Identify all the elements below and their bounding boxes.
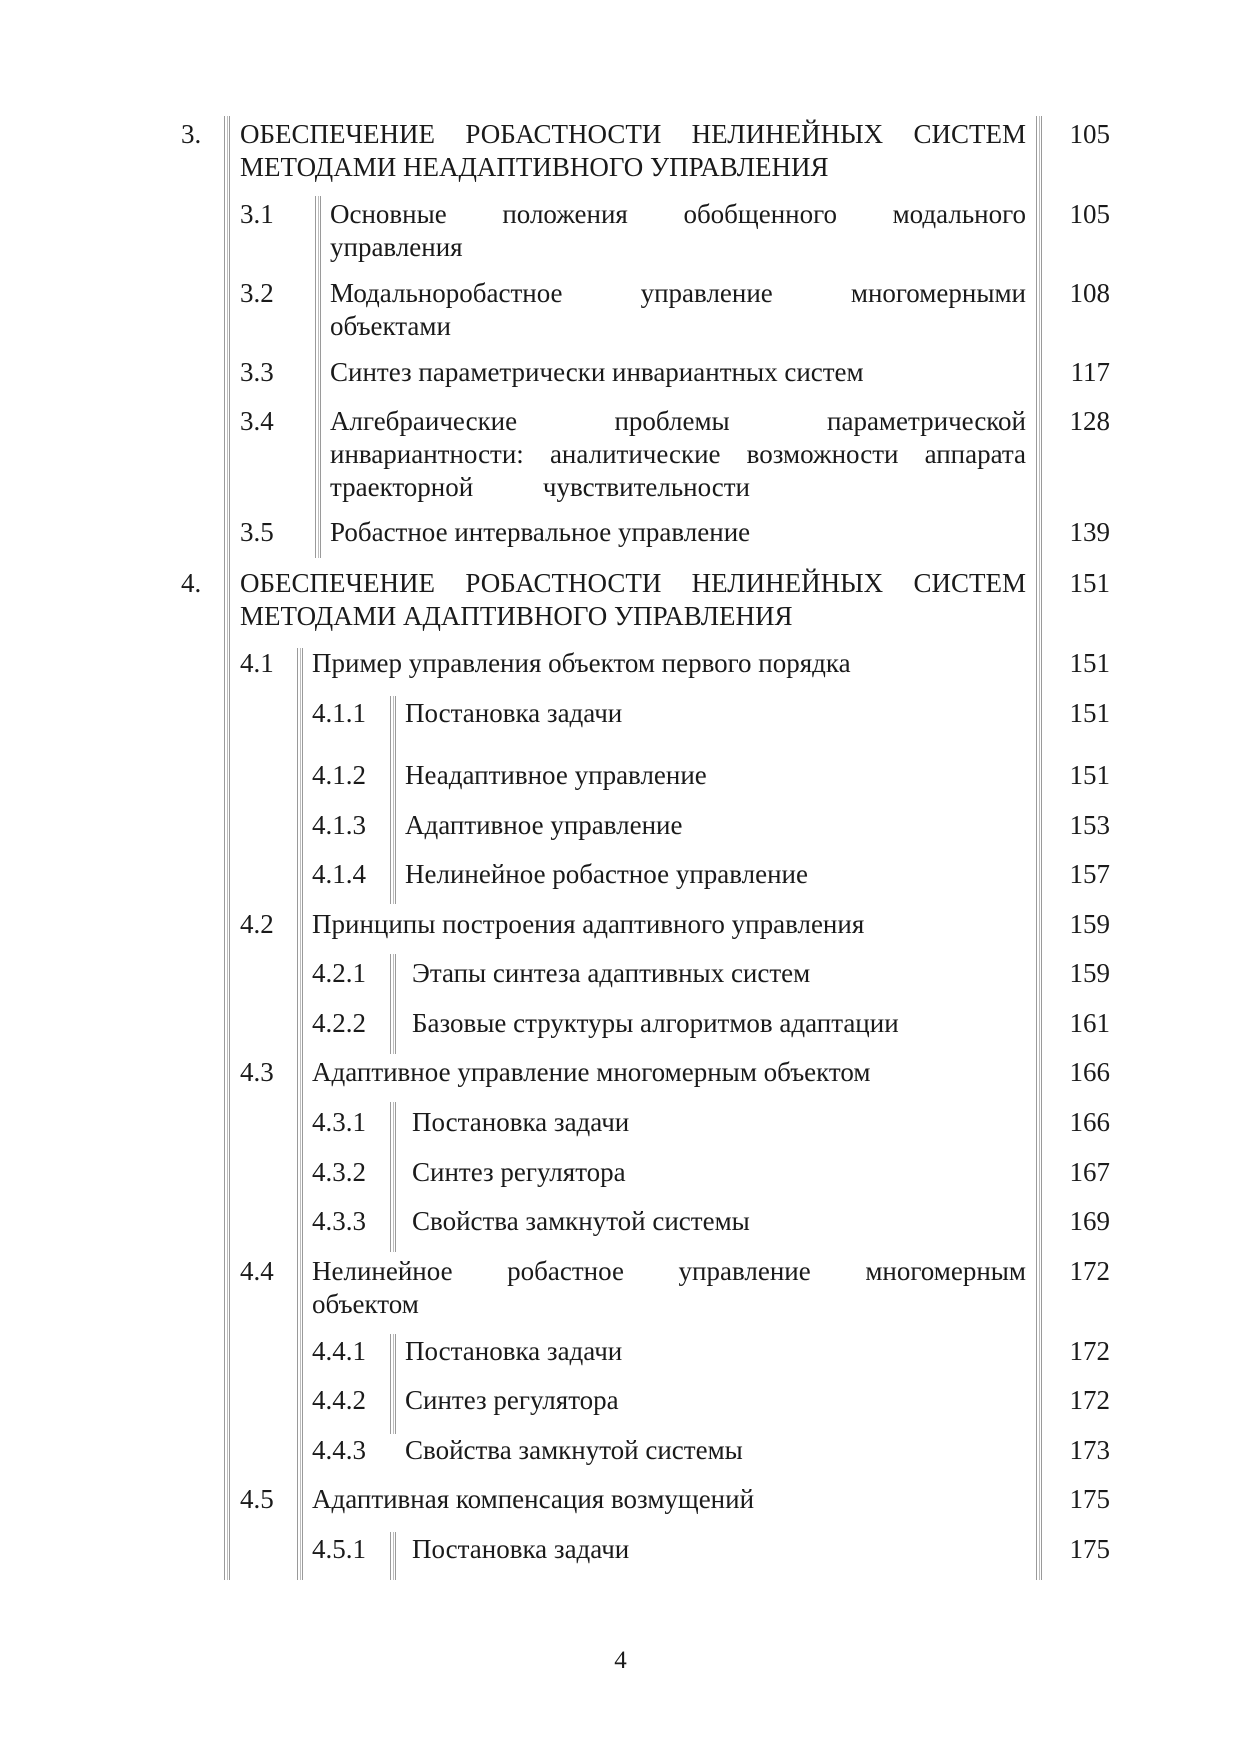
toc-4-1-4-title: Нелинейное робастное управление — [405, 859, 808, 889]
toc-4-2-page: 159 — [1069, 909, 1110, 939]
toc-3-1-page: 105 — [1069, 199, 1110, 229]
toc-4-2-2-number: 4.2.2 — [312, 1008, 366, 1038]
toc-ch3-number: 3. — [181, 119, 202, 149]
toc-4-1-1-title: Постановка задачи — [405, 698, 623, 728]
toc-4-2-2-page: 161 — [1069, 1008, 1110, 1038]
toc-4-3-page: 166 — [1069, 1057, 1110, 1087]
toc-4-4-page: 172 — [1069, 1256, 1110, 1286]
toc-4-5-1-page: 175 — [1069, 1534, 1110, 1564]
toc-4-2-1-number: 4.2.1 — [312, 958, 366, 988]
toc-ch3-page: 105 — [1069, 119, 1110, 149]
toc-4-4-2-page: 172 — [1069, 1385, 1110, 1415]
toc-3-4-title-line2: инвариантности: аналитические возможности аппарата — [330, 439, 1026, 469]
toc-4-1-3-page: 153 — [1069, 810, 1110, 840]
toc-4-2-1-title: Этапы синтеза адаптивных систем — [412, 958, 811, 988]
toc-ch4-title-line2: МЕТОДАМИ АДАПТИВНОГО УПРАВЛЕНИЯ — [240, 601, 793, 631]
rule-4-4-sub — [390, 1334, 396, 1434]
toc-3-3-page: 117 — [1070, 357, 1110, 387]
toc-4-4-1-page: 172 — [1069, 1336, 1110, 1366]
toc-4-1-number: 4.1 — [240, 648, 274, 678]
toc-3-3-number: 3.3 — [240, 357, 274, 387]
toc-4-1-3-number: 4.1.3 — [312, 810, 366, 840]
toc-4-2-1-page: 159 — [1069, 958, 1110, 988]
toc-3-4-title-line3: траекторной чувствительности — [330, 472, 750, 502]
toc-4-4-3-page: 173 — [1069, 1435, 1110, 1465]
toc-4-3-1-title: Постановка задачи — [412, 1107, 630, 1137]
toc-4-5-page: 175 — [1069, 1484, 1110, 1514]
toc-4-1-1-page: 151 — [1069, 698, 1110, 728]
toc-4-4-title-line1: Нелинейное робастное управление многомерным — [312, 1256, 1026, 1286]
toc-4-3-1-page: 166 — [1069, 1107, 1110, 1137]
toc-4-4-2-title: Синтез регулятора — [405, 1385, 619, 1415]
toc-ch4-title-line1: ОБЕСПЕЧЕНИЕ РОБАСТНОСТИ НЕЛИНЕЙНЫХ СИСТЕМ — [240, 568, 1026, 598]
toc-3-1-title-line2: управления — [330, 232, 463, 262]
toc-4-4-3-title: Свойства замкнутой системы — [405, 1435, 743, 1465]
toc-4-4-1-title: Постановка задачи — [405, 1336, 623, 1366]
rule-ch4-section — [297, 648, 303, 1580]
toc-3-2-title-line2: объектами — [330, 311, 451, 341]
toc-4-1-2-number: 4.1.2 — [312, 760, 366, 790]
toc-4-1-1-number: 4.1.1 — [312, 698, 366, 728]
rule-ch3-section — [315, 196, 321, 558]
toc-4-4-2-number: 4.4.2 — [312, 1385, 366, 1415]
toc-ch3-title-line1: ОБЕСПЕЧЕНИЕ РОБАСТНОСТИ НЕЛИНЕЙНЫХ СИСТЕМ — [240, 119, 1026, 149]
toc-3-2-number: 3.2 — [240, 278, 274, 308]
rule-4-3-sub — [390, 1102, 396, 1252]
toc-4-1-4-page: 157 — [1069, 859, 1110, 889]
toc-4-3-title: Адаптивное управление многомерным объектом — [312, 1057, 871, 1087]
toc-4-3-3-number: 4.3.3 — [312, 1206, 366, 1236]
toc-4-1-2-page: 151 — [1069, 760, 1110, 790]
toc-3-5-number: 3.5 — [240, 517, 274, 547]
toc-3-5-title: Робастное интервальное управление — [330, 517, 751, 547]
toc-4-3-2-number: 4.3.2 — [312, 1157, 366, 1187]
toc-4-2-2-title: Базовые структуры алгоритмов адаптации — [412, 1008, 899, 1038]
toc-4-5-number: 4.5 — [240, 1484, 274, 1514]
toc-ch3-title-line2: МЕТОДАМИ НЕАДАПТИВНОГО УПРАВЛЕНИЯ — [240, 152, 829, 182]
toc-4-3-3-title: Свойства замкнутой системы — [412, 1206, 750, 1236]
toc-4-3-2-title: Синтез регулятора — [412, 1157, 626, 1187]
toc-4-5-1-title: Постановка задачи — [412, 1534, 630, 1564]
toc-4-1-3-title: Адаптивное управление — [405, 810, 683, 840]
rule-4-2-sub — [390, 954, 396, 1054]
toc-4-1-title: Пример управления объектом первого порядка — [312, 648, 851, 678]
toc-4-4-3-number: 4.4.3 — [312, 1435, 366, 1465]
toc-4-1-page: 151 — [1069, 648, 1110, 678]
toc-4-4-number: 4.4 — [240, 1256, 274, 1286]
toc-3-5-page: 139 — [1069, 517, 1110, 547]
toc-4-1-4-number: 4.1.4 — [312, 859, 366, 889]
toc-4-3-1-number: 4.3.1 — [312, 1107, 366, 1137]
toc-4-3-2-page: 167 — [1069, 1157, 1110, 1187]
toc-3-3-title: Синтез параметрически инвариантных систем — [330, 357, 864, 387]
toc-4-2-title: Принципы построения адаптивного управления — [312, 909, 865, 939]
toc-3-4-number: 3.4 — [240, 406, 274, 436]
toc-4-4-1-number: 4.4.1 — [312, 1336, 366, 1366]
toc-ch4-number: 4. — [181, 568, 202, 598]
page-number: 4 — [614, 1647, 627, 1674]
toc-3-4-page: 128 — [1069, 406, 1110, 436]
toc-ch4-page: 151 — [1069, 568, 1110, 598]
toc-4-3-3-page: 169 — [1069, 1206, 1110, 1236]
toc-3-2-page: 108 — [1069, 278, 1110, 308]
toc-4-2-number: 4.2 — [240, 909, 274, 939]
toc-4-4-title-line2: объектом — [312, 1289, 419, 1319]
toc-4-5-1-number: 4.5.1 — [312, 1534, 366, 1564]
toc-3-1-title-line1: Основные положения обобщенного модального — [330, 199, 1026, 229]
rule-4-1-sub — [390, 696, 396, 904]
rule-chapter-left — [224, 116, 230, 1580]
toc-4-3-number: 4.3 — [240, 1057, 274, 1087]
toc-4-5-title: Адаптивная компенсация возмущений — [312, 1484, 755, 1514]
toc-3-4-title-line1: Алгебраические проблемы параметрической — [330, 406, 1026, 436]
toc-4-1-2-title: Неадаптивное управление — [405, 760, 707, 790]
toc-3-1-number: 3.1 — [240, 199, 274, 229]
rule-4-5-sub — [390, 1532, 396, 1580]
toc-3-2-title-line1: Модальноробастное управление многомерными — [330, 278, 1026, 308]
